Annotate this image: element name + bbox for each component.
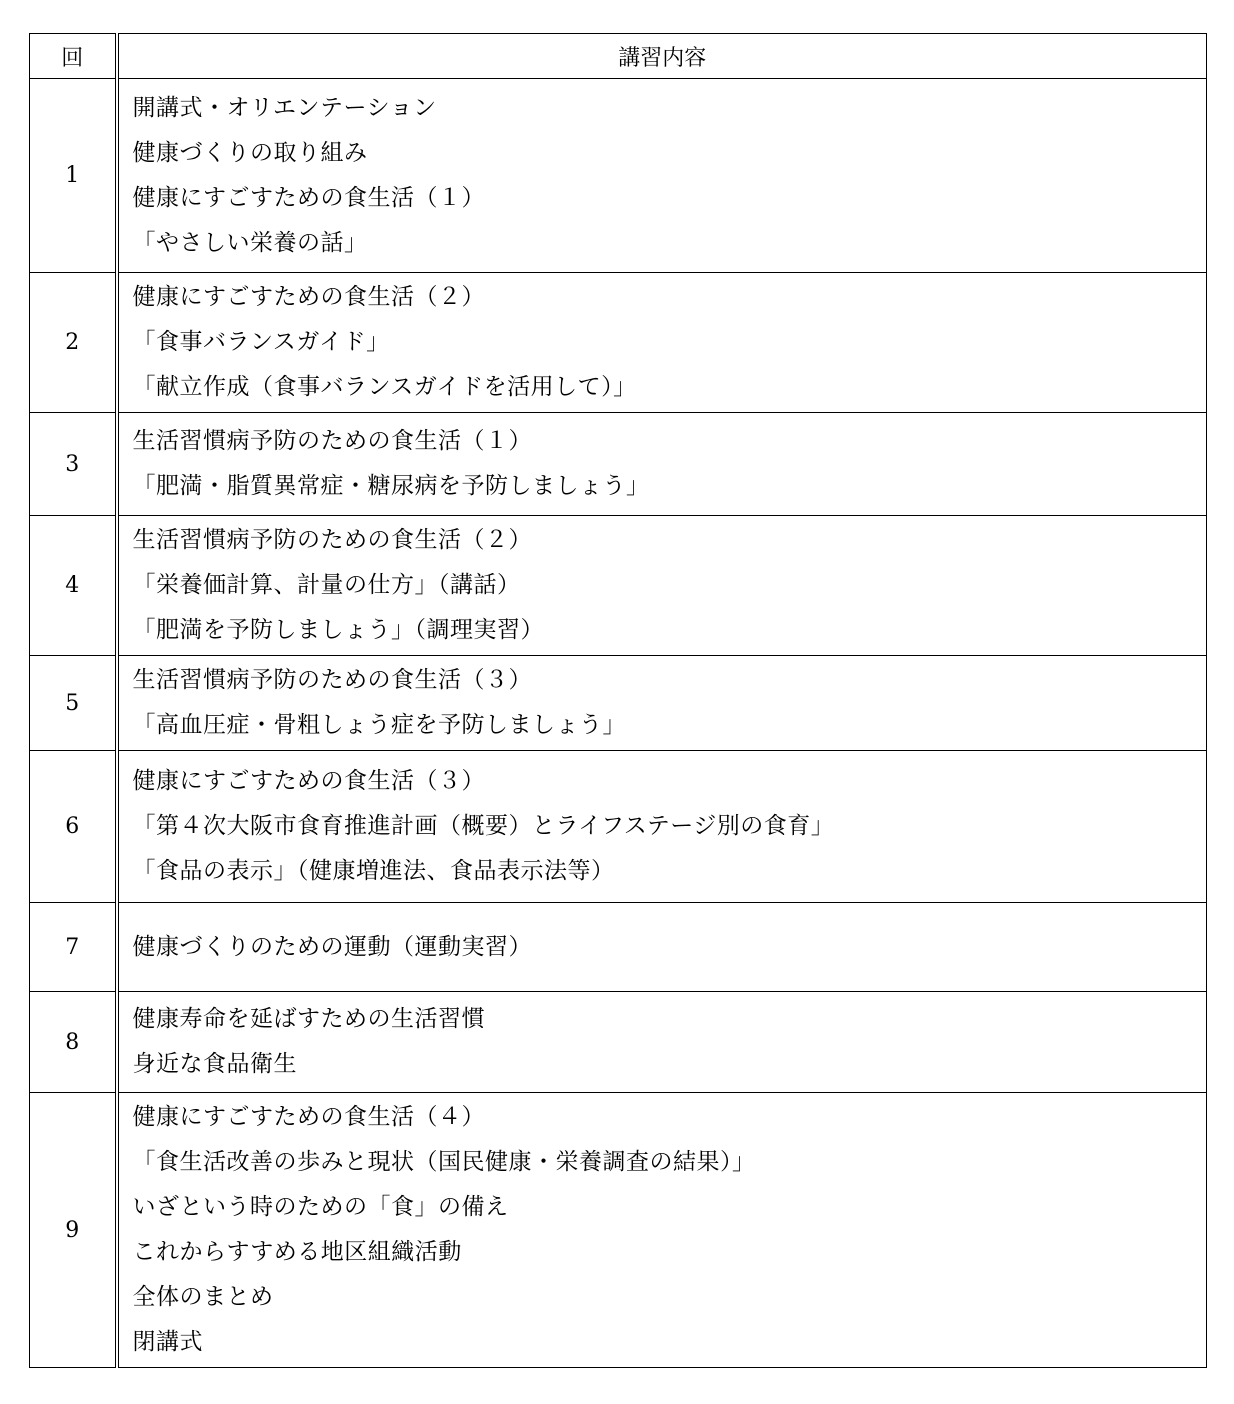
session-number: 4 [30, 516, 117, 656]
content-line: 「食事バランスガイド」 [132, 329, 390, 355]
content-line: これからすすめる地区組織活動 [132, 1239, 462, 1265]
table-row [30, 516, 1207, 656]
table-row [30, 656, 1207, 751]
session-content [117, 656, 1207, 751]
session-content [117, 903, 1207, 992]
header-session-number: 回 [30, 34, 117, 79]
content-line: 生活習慣病予防のための食生活（３） [132, 667, 532, 693]
content-line: 生活習慣病予防のための食生活（２） [132, 527, 532, 553]
session-content [117, 273, 1207, 413]
content-line: 健康づくりの取り組み [132, 139, 368, 166]
content-line: 健康にすごすための食生活（３） [132, 768, 485, 794]
session-content [117, 413, 1207, 516]
session-content [117, 516, 1207, 656]
table-row [30, 992, 1207, 1093]
content-line: 健康にすごすための食生活（４） [132, 1104, 485, 1130]
content-line: 「献立作成（食事バランスガイドを活用して）」 [132, 374, 637, 400]
table-row [30, 903, 1207, 992]
content-line: 「肥満・脂質異常症・糖尿病を予防しましょう」 [132, 473, 650, 499]
content-line: 「食品の表示」（健康増進法、食品表示法等） [132, 858, 615, 884]
content-line: 「栄養価計算、計量の仕方」（講話） [132, 572, 521, 598]
content-line: いざという時のための「食」の備え [132, 1194, 509, 1220]
header-course-content: 講習内容 [117, 34, 1207, 79]
table-header-row [30, 34, 1207, 79]
session-number: 7 [30, 903, 117, 992]
content-line: 「食生活改善の歩みと現状（国民健康・栄養調査の結果）」 [132, 1149, 756, 1175]
table-row [30, 751, 1207, 903]
session-number: 3 [30, 413, 117, 516]
content-line: 「肥満を予防しましょう」（調理実習） [132, 617, 544, 643]
content-line: 開講式・オリエンテーション [132, 94, 437, 121]
content-line: 閉講式 [132, 1329, 203, 1355]
session-content [117, 1093, 1207, 1368]
table-row [30, 413, 1207, 516]
session-content [117, 992, 1207, 1093]
session-number: 1 [30, 79, 117, 273]
content-line: 健康づくりのための運動（運動実習） [132, 933, 532, 960]
session-number: 8 [30, 992, 117, 1093]
table-row [30, 273, 1207, 413]
table-row [30, 1093, 1207, 1368]
table-row [30, 79, 1207, 273]
content-line: 健康にすごすための食生活（１） [132, 184, 485, 211]
session-number: 6 [30, 751, 117, 903]
course-schedule-table [29, 33, 1207, 1368]
session-number: 2 [30, 273, 117, 413]
session-content [117, 751, 1207, 903]
session-content [117, 79, 1207, 273]
session-number: 9 [30, 1093, 117, 1368]
content-line: 健康寿命を延ばすための生活習慣 [132, 1006, 485, 1032]
content-line: 「第４次大阪市食育推進計画（概要）とライフステージ別の食育」 [132, 813, 835, 839]
content-line: 「高血圧症・骨粗しょう症を予防しましょう」 [132, 712, 626, 738]
content-line: 生活習慣病予防のための食生活（１） [132, 428, 532, 454]
session-number: 5 [30, 656, 117, 751]
content-line: 全体のまとめ [132, 1284, 274, 1310]
content-line: 身近な食品衛生 [132, 1051, 297, 1077]
content-line: 「やさしい栄養の話」 [132, 229, 368, 256]
content-line: 健康にすごすための食生活（２） [132, 284, 485, 310]
